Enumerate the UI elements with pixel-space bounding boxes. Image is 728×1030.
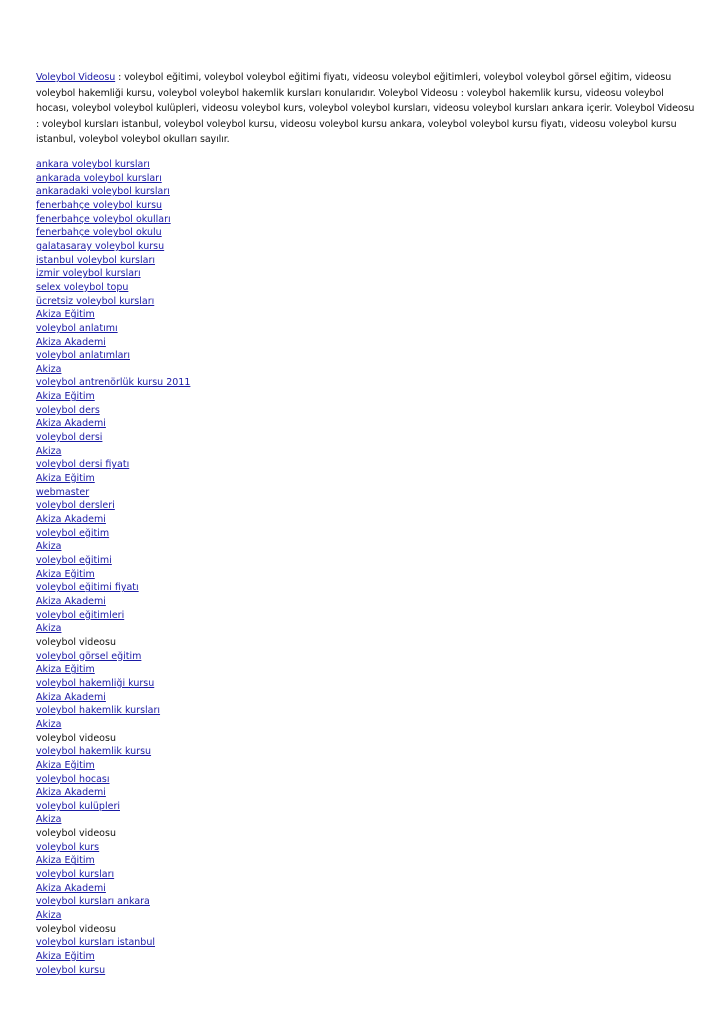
link-list-row [36,172,696,186]
link-list-item[interactable]: istanbul voleybol kursları [36,254,156,266]
link-list-row [36,663,696,677]
link-list-row [36,609,696,623]
link-list-row [36,800,696,814]
link-list-item[interactable]: voleybol hocası [36,773,110,785]
link-list-plain-text: voleybol videosu [36,732,116,744]
link-list-item[interactable]: voleybol kursları istanbul [36,937,156,949]
link-list-item[interactable]: Akiza Eğitim [36,391,95,403]
link-list-item[interactable]: Akiza Akademi [36,595,106,607]
link-list-row [36,499,696,513]
link-list-item[interactable]: voleybol hakemlik kursları [36,705,161,717]
link-list-item[interactable]: voleybol eğitim [36,527,110,539]
link-list-row [36,813,696,827]
link-list-row [36,581,696,595]
link-list-row [36,909,696,923]
link-list-item[interactable]: Akiza Eğitim [36,759,95,771]
link-list-row [36,718,696,732]
link-list-item[interactable]: Akiza [36,814,62,826]
link-list-row [36,185,696,199]
link-list-item[interactable]: voleybol anlatımları [36,350,130,362]
link-list-row [36,349,696,363]
link-list-item[interactable]: voleybol anlatımı [36,322,118,334]
link-list-item[interactable]: Akiza Akademi [36,418,106,430]
link-list-row [36,158,696,172]
link-list-row [36,472,696,486]
link-list-row [36,404,696,418]
link-list-row [36,568,696,582]
link-list-item[interactable]: voleybol eğitimi fiyatı [36,582,139,594]
link-list-row [36,486,696,500]
link-list-row [36,376,696,390]
link-list-row [36,513,696,527]
link-list-row [36,540,696,554]
link-list-item[interactable]: voleybol kulüpleri [36,800,120,812]
link-list-item[interactable]: voleybol kursları [36,869,115,881]
link-list-item[interactable]: izmir voleybol kursları [36,268,141,280]
link-list-row [36,745,696,759]
intro-title-link[interactable]: Voleybol Videosu [36,72,116,83]
link-list-item[interactable]: Akiza Eğitim [36,855,95,867]
link-list-item[interactable]: Akiza [36,623,62,635]
link-list-row [36,732,696,746]
link-list-item[interactable]: voleybol kurs [36,841,100,853]
link-list-row [36,417,696,431]
link-list-row [36,431,696,445]
link-list-item[interactable]: voleybol hakemlik kursu [36,746,152,758]
intro-paragraph [36,70,696,148]
link-list-row [36,650,696,664]
link-list-row [36,923,696,937]
link-list-item[interactable]: voleybol kursları ankara [36,896,150,908]
link-list-item[interactable]: Akiza Akademi [36,787,106,799]
link-list-row [36,636,696,650]
document-page [36,70,696,977]
link-list-row [36,868,696,882]
link-list-item[interactable]: webmaster [36,486,90,498]
link-list-plain-text: voleybol videosu [36,636,116,648]
link-list-row [36,213,696,227]
link-list-item[interactable]: selex voleybol topu [36,281,129,293]
link-list-row [36,704,696,718]
link-list-row [36,691,696,705]
link-list-item[interactable]: Akiza Akademi [36,882,106,894]
link-list-item[interactable]: voleybol ders [36,404,100,416]
link-list-row [36,445,696,459]
link-list-row [36,936,696,950]
link-list-row [36,882,696,896]
link-list-item[interactable]: Akiza Eğitim [36,568,95,580]
link-list-row [36,336,696,350]
link-list-row [36,895,696,909]
link-list-item[interactable]: ankarada voleybol kursları [36,172,162,184]
link-list-item[interactable]: ankaradaki voleybol kursları [36,186,170,198]
link-list-row [36,841,696,855]
link-list-item[interactable]: ankara voleybol kursları [36,158,150,170]
link-list [36,158,696,977]
link-list-row [36,759,696,773]
link-list-item[interactable]: voleybol hakemliği kursu [36,677,155,689]
link-list-row [36,240,696,254]
link-list-item[interactable]: Akiza Akademi [36,514,106,526]
link-list-item[interactable]: Akiza [36,363,62,375]
link-list-row [36,199,696,213]
link-list-item[interactable]: fenerbahçe voleybol kursu [36,199,163,211]
link-list-item[interactable]: Akiza Eğitim [36,951,95,963]
link-list-item[interactable]: voleybol dersleri [36,500,115,512]
link-list-row [36,773,696,787]
link-list-row [36,363,696,377]
link-list-row [36,622,696,636]
link-list-item[interactable]: Akiza Eğitim [36,664,95,676]
link-list-item[interactable]: Akiza [36,541,62,553]
link-list-row [36,322,696,336]
link-list-row [36,281,696,295]
link-list-plain-text: voleybol videosu [36,828,116,840]
link-list-row [36,226,696,240]
link-list-item[interactable]: voleybol eğitimleri [36,609,125,621]
link-list-item[interactable]: voleybol dersi [36,432,103,444]
link-list-row [36,308,696,322]
link-list-row [36,254,696,268]
link-list-row [36,390,696,404]
link-list-item[interactable]: voleybol görsel eğitim [36,650,142,662]
link-list-row [36,964,696,978]
intro-body-text: : voleybol eğitimi, voleybol voleybol eğitimi fiyatı, videosu voleybol eğitimleri, voleybol voleybol görsel eğitim, videosu voleybol hakemliği kursu, voleybol voleybol hakemlik kursları konularıdır. Voleybol Videosu : voleybol hakemlik kursu, videosu voleybol hocası, voleybol voleybol kulüpleri, videosu voleybol kurs, voleybol voleybol kursları, videosu voleybol kursları ankara içerir. Voleybol Videosu : voleybol kursları istanbul, voleybol voleybol kursu, videosu voleybol kursu ankara, voleybol voleybol kursu fiyatı, videosu voleybol kursu istanbul, voleybol voleybol okulları sayılır. [36,72,695,146]
link-list-row [36,786,696,800]
link-list-row [36,458,696,472]
link-list-item[interactable]: fenerbahçe voleybol okulları [36,213,171,225]
link-list-item[interactable]: Akiza [36,445,62,457]
link-list-item[interactable]: fenerbahçe voleybol okulu [36,227,162,239]
link-list-item[interactable]: galatasaray voleybol kursu [36,240,165,252]
link-list-item[interactable]: Akiza Akademi [36,691,106,703]
link-list-item[interactable]: Akiza Akademi [36,336,106,348]
link-list-row [36,854,696,868]
link-list-row [36,595,696,609]
link-list-row [36,950,696,964]
link-list-item[interactable]: Akiza [36,718,62,730]
link-list-item[interactable]: Akiza Eğitim [36,473,95,485]
link-list-item[interactable]: Akiza Eğitim [36,309,95,321]
link-list-row [36,827,696,841]
link-list-row [36,677,696,691]
link-list-row [36,267,696,281]
link-list-item[interactable]: voleybol dersi fiyatı [36,459,130,471]
link-list-row [36,554,696,568]
link-list-plain-text: voleybol videosu [36,923,116,935]
link-list-item[interactable]: ücretsiz voleybol kursları [36,295,155,307]
link-list-item[interactable]: voleybol antrenörlük kursu 2011 [36,377,191,389]
link-list-item[interactable]: Akiza [36,910,62,922]
link-list-item[interactable]: voleybol kursu [36,964,106,976]
link-list-item[interactable]: voleybol eğitimi [36,555,112,566]
link-list-row [36,295,696,309]
link-list-row [36,527,696,541]
